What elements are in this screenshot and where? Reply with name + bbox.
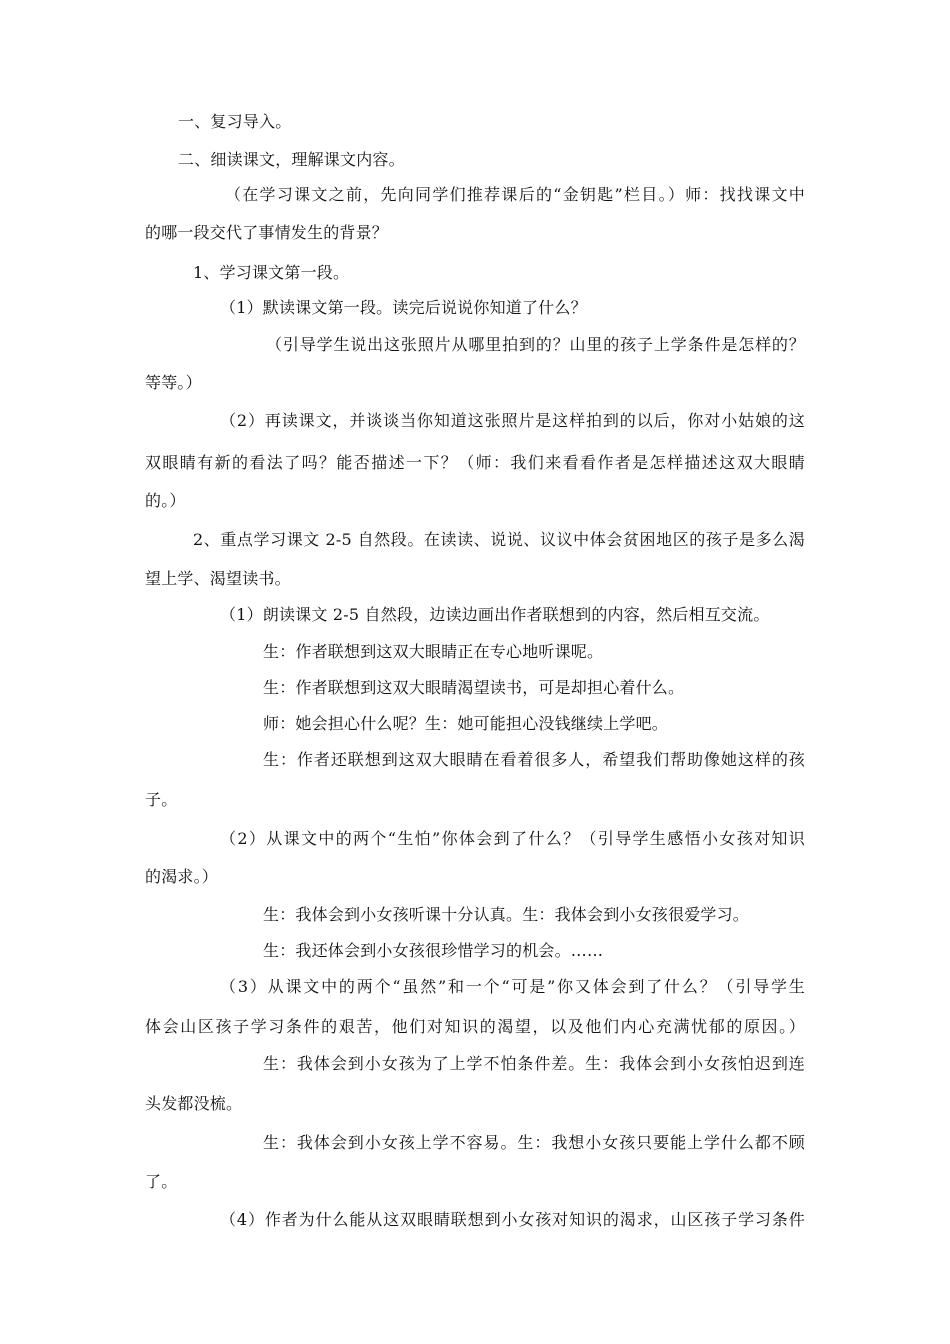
paragraph-line: 头发都没梳。 — [145, 1094, 243, 1113]
dialogue-line: 生：我还体会到小女孩很珍惜学习的机会。…… — [263, 941, 604, 960]
paragraph-line: 的哪一段交代了事情发生的背景？ — [145, 223, 389, 242]
dialogue-line: 生：我体会到小女孩听课十分认真。生：我体会到小女孩很爱学习。 — [263, 905, 750, 924]
paragraph-line: （2）从课文中的两个“生怕”你体会到了什么？（引导学生感悟小女孩对知识 — [220, 829, 805, 848]
dialogue-line: 生：作者联想到这双大眼睛渴望读书，可是却担心着什么。 — [263, 678, 685, 697]
paragraph-line: 双眼睛有新的看法了吗？能否描述一下？（师：我们来看看作者是怎样描述这双大眼睛 — [145, 453, 805, 472]
paragraph-line: 体会山区孩子学习条件的艰苦，他们对知识的渴望，以及他们内心充满忧郁的原因。） — [145, 1017, 805, 1036]
paragraph-line: （引导学生说出这张照片从哪里拍到的？山里的孩子上学条件是怎样的？ — [266, 335, 805, 354]
paragraph-line: 了。 — [145, 1172, 178, 1191]
paragraph-line: 的渴求。） — [145, 867, 219, 886]
dialogue-line: 生：作者还联想到这双大眼睛在看着很多人，希望我们帮助像她这样的孩 — [263, 750, 805, 769]
paragraph-line: （1）朗读课文 2-5 自然段，边读边画出作者联想到的内容，然后相互交流。 — [220, 605, 770, 624]
subheading-section-two: 2、重点学习课文 2-5 自然段。在读读、说说、议议中体会贫困地区的孩子是多么渴 — [193, 530, 805, 549]
dialogue-line: 生：我体会到小女孩上学不容易。生：我想小女孩只要能上学什么都不顾 — [263, 1133, 805, 1152]
dialogue-line: 生：作者联想到这双大眼睛正在专心地听课呢。 — [263, 642, 604, 661]
paragraph-line: 子。 — [145, 790, 178, 809]
subheading-section-one: 1、学习课文第一段。 — [193, 263, 350, 282]
paragraph-line: 等等。） — [145, 373, 202, 392]
dialogue-line: 师：她会担心什么呢？生：她可能担心没钱继续上学吧。 — [263, 714, 669, 733]
paragraph-line: （4）作者为什么能从这双眼睛联想到小女孩对知识的渴求，山区孩子学习条件 — [220, 1210, 805, 1229]
dialogue-line: 生：我体会到小女孩为了上学不怕条件差。生：我体会到小女孩怕迟到连 — [263, 1054, 805, 1073]
paragraph-line: （2）再读课文，并谈谈当你知道这张照片是这样拍到的以后，你对小姑娘的这 — [220, 411, 805, 430]
heading-close-reading: 二、细读课文，理解课文内容。 — [178, 150, 405, 169]
paragraph-line: （3）从课文中的两个“虽然”和一个“可是”你又体会到了什么？（引导学生 — [220, 977, 805, 996]
heading-review-intro: 一、复习导入。 — [178, 112, 292, 131]
paragraph-line: （1）默读课文第一段。读完后说说你知道了什么？ — [220, 298, 587, 317]
paragraph-line: 望上学、渴望读书。 — [145, 569, 291, 588]
paragraph-line: 的。） — [145, 491, 186, 510]
paragraph-line: （在学习课文之前，先向同学们推荐课后的“金钥匙”栏目。）师：找找课文中 — [225, 185, 805, 204]
